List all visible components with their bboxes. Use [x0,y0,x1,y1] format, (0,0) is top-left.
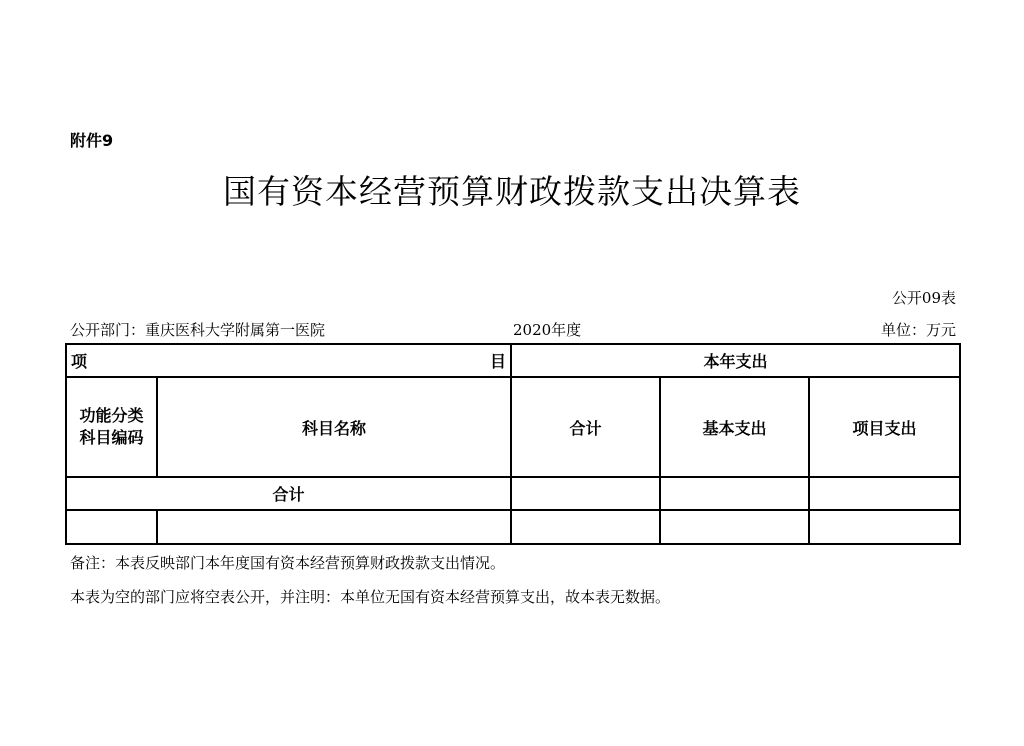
total-column-header: 合计 [511,377,660,477]
empty-cell [809,510,960,544]
empty-cell [66,510,157,544]
total-basic-cell [660,477,809,510]
table-subheader-row [66,377,960,477]
function-code-line1: 功能分类 [79,406,144,425]
unit-label: 单位：万元 [880,321,956,339]
table-header-row [66,344,960,377]
empty-cell [157,510,511,544]
function-code-line2: 科目编码 [79,428,144,447]
remark-note: 备注：本表反映部门本年度国有资本经营预算财政拨款支出情况。 [70,554,506,572]
empty-table-note: 本表为空的部门应将空表公开，并注明：本单位无国有资本经营预算支出，故本表无数据。 [70,588,671,606]
project-expense-header: 项目支出 [809,377,960,477]
current-year-header: 本年支出 [511,344,960,377]
year-label: 2020年度 [513,321,582,339]
basic-expense-header: 基本支出 [660,377,809,477]
empty-cell [511,510,660,544]
empty-cell [660,510,809,544]
item-header-cell [66,344,511,377]
page-title: 国有资本经营预算财政拨款支出决算表 [223,172,801,211]
function-code-header [66,377,157,477]
total-row [66,477,960,510]
attachment-label: 附件9 [70,131,114,150]
budget-table [65,343,961,545]
total-project-cell [809,477,960,510]
subject-name-header: 科目名称 [157,377,511,477]
table-row [66,510,960,544]
item-header-left: 项 [71,352,88,371]
total-row-label: 合计 [66,477,511,510]
item-header-right: 目 [489,352,506,371]
form-number: 公开09表 [891,289,956,307]
total-cell [511,477,660,510]
department-label: 公开部门：重庆医科大学附属第一医院 [70,321,326,339]
